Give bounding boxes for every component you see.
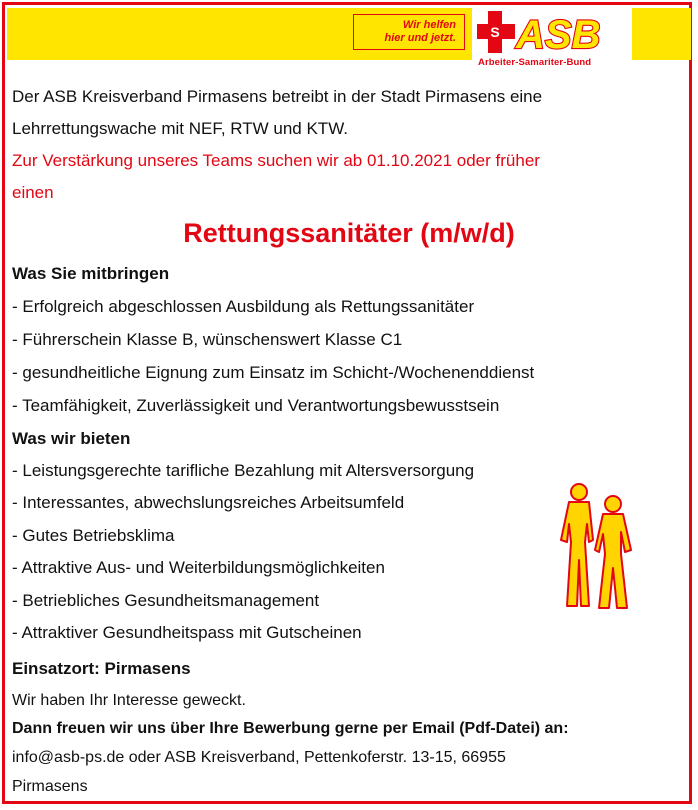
slogan-line-2: hier und jetzt. <box>384 32 456 44</box>
logo-cross-letter: S <box>490 24 500 40</box>
requirement-item: - Führerschein Klasse B, wünschenswert Klasse C1 <box>12 330 403 349</box>
application-cta: Dann freuen wir uns über Ihre Bewerbung gerne per Email (Pdf-Datei) an: <box>12 720 569 737</box>
requirement-item: - gesundheitliche Eignung zum Einsatz im Schicht-/Wochenenddienst <box>12 363 535 382</box>
contact-line-1: info@asb-ps.de oder ASB Kreisverband, Pettenkoferstr. 13-15, 66955 <box>12 749 506 766</box>
slogan-box <box>353 14 465 50</box>
intro-line-2: Lehrrettungswache mit NEF, RTW und KTW. <box>12 119 349 138</box>
requirements-heading: Was Sie mitbringen <box>12 264 170 283</box>
offer-item: - Interessantes, abwechslungsreiches Arbeitsumfeld <box>12 493 405 512</box>
requirement-item: - Teamfähigkeit, Zuverlässigkeit und Verantwortungsbewusstsein <box>12 396 500 415</box>
asb-logo <box>476 10 626 56</box>
offer-heading: Was wir bieten <box>12 429 131 448</box>
logo-text: ASB <box>516 13 601 56</box>
offer-item: - Betriebliches Gesundheitsmanagement <box>12 591 320 610</box>
job-title: Rettungssanitäter (m/w/d) <box>183 218 515 248</box>
offer-item: - Gutes Betriebsklima <box>12 526 175 545</box>
intro-highlight-line-1: Zur Verstärkung unseres Teams suchen wir ab 01.10.2021 oder früher <box>12 151 540 170</box>
logo-subtitle: Arbeiter-Samariter-Bund <box>478 57 592 68</box>
offer-item: - Attraktiver Gesundheitspass mit Gutscheinen <box>12 623 362 642</box>
intro-line-1: Der ASB Kreisverband Pirmasens betreibt in der Stadt Pirmasens eine <box>12 87 543 106</box>
offer-item: - Attraktive Aus- und Weiterbildungsmöglichkeiten <box>12 558 385 577</box>
offer-item: - Leistungsgerechte tarifliche Bezahlung mit Altersversorgung <box>12 461 475 480</box>
people-silhouette-icon <box>555 480 645 612</box>
samaritan-cross-icon <box>477 11 515 53</box>
location: Einsatzort: Pirmasens <box>12 659 191 678</box>
contact-line-2: Pirmasens <box>12 778 88 795</box>
requirement-item: - Erfolgreich abgeschlossen Ausbildung als Rettungssanitäter <box>12 297 475 316</box>
slogan-line-1: Wir helfen <box>402 19 456 31</box>
interest-text: Wir haben Ihr Interesse geweckt. <box>12 692 246 709</box>
intro-highlight-line-2: einen <box>12 183 54 202</box>
